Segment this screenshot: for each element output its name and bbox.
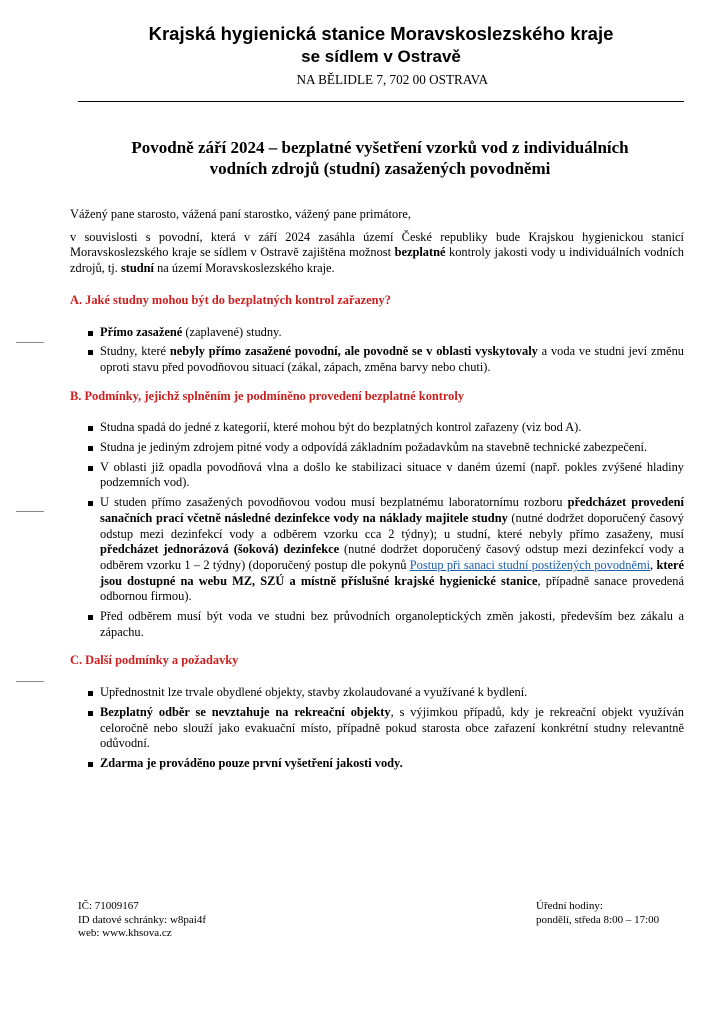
text: na území Moravskoslezského kraje. (154, 261, 335, 276)
footer-data-box: ID datové schránky: w8pai4f (78, 913, 206, 926)
bold-text: studní (120, 261, 155, 276)
document-body (70, 207, 684, 776)
bullet-icon (88, 331, 93, 336)
document-title-line1: Povodně září 2024 – bezplatné vyšetření vzorků vod z individuálních (131, 138, 629, 157)
text: (nutné dodržet doporučený časový odstup mezi dezinfekcí vody a odběrem vzorku 1 – 2 týdny) (doporučený postup dle pokynů (100, 542, 684, 572)
bold-text: Přímo zasažené (100, 324, 183, 339)
organization-name: Krajská hygienická stanice Moravskoslezského kraje (148, 23, 614, 44)
footer-ic: IČ: 71009167 (78, 900, 139, 912)
bold-text: předcházet jednorázová (šoková) dezinfekce (100, 542, 340, 557)
list-item (70, 609, 684, 640)
bullet-icon (88, 762, 93, 767)
list-item (70, 420, 684, 436)
section-c-heading: C. Další podmínky a požadavky (70, 653, 239, 668)
text: Studny, které (100, 344, 170, 359)
bold-text: předcházet provedení sanačních prací včetně následné dezinfekce vody na náklady majitele studny (100, 495, 684, 525)
list-item (70, 756, 684, 772)
text: v souvislosti s povodní, která v září 2024 zasáhla území České republiky bude Krajskou hygienickou stanicí Moravskoslezského kraje se sídlem v Ostravě zajištěna možnost (70, 229, 684, 260)
bullet-icon (88, 615, 93, 620)
header-divider (78, 101, 684, 102)
list-item (70, 705, 684, 752)
fold-mark (16, 342, 44, 343)
bold-text: Zdarma je prováděno pouze první vyšetření jakosti vody. (100, 755, 403, 770)
text: (nutné dodržet doporučený časový odstup mezi dezinfekcí vody a odběrem vzorku cca 2 týdny); u studní, které nebyly přímo zasaženy, musí (100, 510, 684, 541)
bold-text: nebyly přímo zasažené povodní, ale povodně se v oblasti vyskytovaly (169, 344, 538, 359)
list-item (70, 685, 684, 701)
text: Před odběrem musí být voda ve studni bez průvodních organoleptických změn jakosti, především bez zákalu a zápachu. (100, 609, 684, 639)
intro-paragraph (70, 230, 684, 277)
fold-mark (16, 681, 44, 682)
section-a-list (70, 325, 684, 376)
organization-seat: se sídlem v Ostravě (301, 47, 461, 66)
organization-address: NA BĚLIDLE 7, 702 00 OSTRAVA (296, 72, 488, 87)
text: , s výjimkou případů, kdy je rekreační objekt využíván celoročně nebo slouží jako evakuační místo, případně pokud starosta obce zařazení konkrétní studny relevantně odůvodní. (100, 704, 684, 751)
list-item (70, 440, 684, 456)
bullet-icon (88, 466, 93, 471)
section-b-list (70, 420, 684, 640)
text: kontroly jakosti vody u individuálních vodních zdrojů, tj. (70, 245, 684, 276)
bullet-icon (88, 446, 93, 451)
bullet-icon (88, 711, 93, 716)
list-item (70, 325, 684, 341)
list-item (70, 460, 684, 491)
greeting: Vážený pane starosto, vážená paní starostko, vážený pane primátore, (70, 207, 411, 221)
bold-text: které jsou dostupné na webu MZ, SZÚ a místně příslušné krajské hygienické stanice (100, 557, 684, 588)
fold-mark (16, 511, 44, 512)
bullet-icon (88, 350, 93, 355)
document-title-line2: vodních zdrojů (studní) zasažených povodněmi (209, 159, 551, 178)
list-item (70, 344, 684, 375)
bullet-icon (88, 691, 93, 696)
text: a voda ve studni jeví změnu oproti stavu před povodňovou situací (zákal, zápach, změna barvy nebo chuti). (100, 344, 684, 374)
text: , (650, 557, 657, 572)
text: Studna je jediným zdrojem pitné vody a odpovídá základním požadavkům na stavebně technické zabezpečení. (100, 440, 648, 455)
bold-text: bezplatné (394, 245, 446, 260)
text: , případně sanace provedená odbornou firmou). (100, 573, 684, 604)
section-b-heading: B. Podmínky, jejichž splněním je podmíněno provedení bezplatné kontroly (70, 388, 465, 403)
text: V oblasti již opadla povodňová vlna a došlo ke stabilizaci situace v daném území (např. pokles zvýšené hladiny podzemních vod). (100, 459, 684, 490)
sanace-guide-link[interactable]: Postup při sanaci studní postižených povodněmi (409, 557, 651, 572)
text: (zaplavené) studny. (182, 324, 282, 339)
footer-office-hours (536, 900, 659, 927)
document-title (70, 137, 690, 179)
bullet-icon (88, 501, 93, 506)
text: Upřednostnit lze trvale obydlené objekty, stavby zkolaudované a využívané k bydlení. (100, 685, 528, 700)
list-item (70, 495, 684, 605)
office-hours-label: Úřední hodiny: (536, 900, 603, 912)
letterhead (78, 22, 684, 88)
bullet-icon (88, 426, 93, 431)
footer-web: web: www.khsova.cz (78, 927, 172, 940)
text: Studna spadá do jedné z kategorií, které mohou být do bezplatných kontrol zařazeny (viz bod A). (100, 420, 582, 435)
bold-text: Bezplatný odběr se nevztahuje na rekreační objekty (100, 704, 391, 719)
office-hours-value: pondělí, středa 8:00 – 17:00 (536, 913, 660, 926)
section-c-list (70, 685, 684, 772)
footer-contact (78, 900, 206, 941)
section-a-heading: A. Jaké studny mohou být do bezplatných kontrol zařazeny? (70, 292, 391, 307)
text: U studen přímo zasažených povodňovou vodou musí bezplatnému laboratornímu rozboru (100, 495, 568, 510)
